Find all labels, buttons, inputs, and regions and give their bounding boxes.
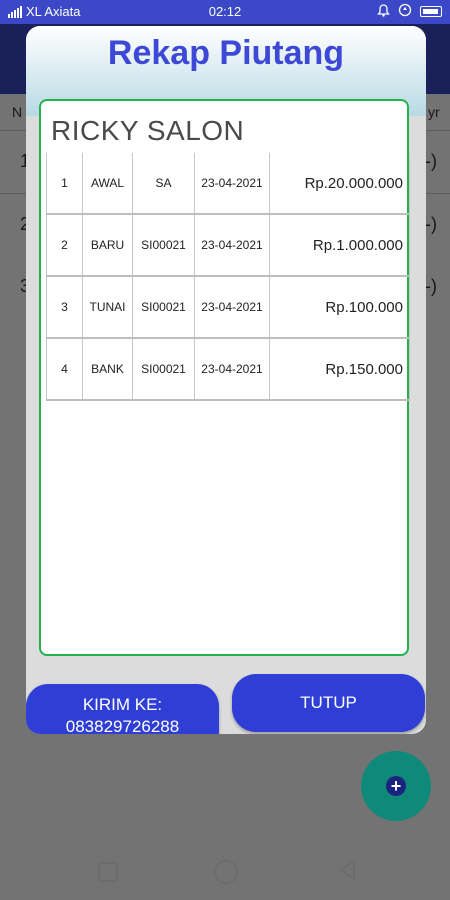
row-number: 4: [47, 338, 83, 400]
carrier-name: XL Axiata: [26, 4, 81, 19]
close-button[interactable]: TUTUP: [232, 674, 425, 732]
amount: Rp.100.000: [270, 276, 410, 338]
rekap-piutang-dialog: [26, 26, 426, 734]
document-code: SA: [133, 153, 195, 214]
send-to-phone: 083829726288: [65, 717, 180, 734]
amount: Rp.150.000: [270, 338, 410, 400]
table-row[interactable]: [47, 214, 410, 276]
transaction-type: AWAL: [83, 153, 133, 214]
data-sync-icon: [398, 3, 412, 20]
transaction-type: TUNAI: [83, 276, 133, 338]
alarm-icon: [377, 4, 390, 20]
table-row[interactable]: [47, 338, 410, 400]
receivables-card: [39, 99, 409, 656]
transaction-date: 23-04-2021: [195, 153, 270, 214]
add-button[interactable]: [361, 751, 431, 821]
amount: Rp.1.000.000: [270, 214, 410, 276]
receivables-table: [46, 153, 410, 401]
home-icon[interactable]: [214, 860, 238, 884]
send-to-button[interactable]: [26, 684, 219, 734]
battery-icon: [420, 6, 442, 17]
back-icon[interactable]: [336, 858, 358, 882]
amount: Rp.20.000.000: [270, 153, 410, 214]
send-to-label: KIRIM KE:: [82, 695, 163, 714]
transaction-date: 23-04-2021: [195, 276, 270, 338]
row-number: 3: [47, 276, 83, 338]
clock: 02:12: [208, 4, 242, 19]
transaction-type: BARU: [83, 214, 133, 276]
row-number: 1: [47, 153, 83, 214]
table-row[interactable]: [47, 276, 410, 338]
transaction-date: 23-04-2021: [195, 214, 270, 276]
document-code: SI00021: [133, 214, 195, 276]
status-bar: [0, 0, 450, 24]
transaction-type: BANK: [83, 338, 133, 400]
dialog-title: Rekap Piutang: [107, 34, 345, 72]
recent-apps-icon[interactable]: [98, 862, 118, 882]
document-code: SI00021: [133, 338, 195, 400]
plus-icon: +: [386, 776, 406, 796]
table-row[interactable]: [47, 153, 410, 214]
customer-name: RICKY SALON: [51, 115, 245, 146]
transaction-date: 23-04-2021: [195, 338, 270, 400]
document-code: SI00021: [133, 276, 195, 338]
navigation-bar: [0, 848, 450, 900]
row-number: 2: [47, 214, 83, 276]
